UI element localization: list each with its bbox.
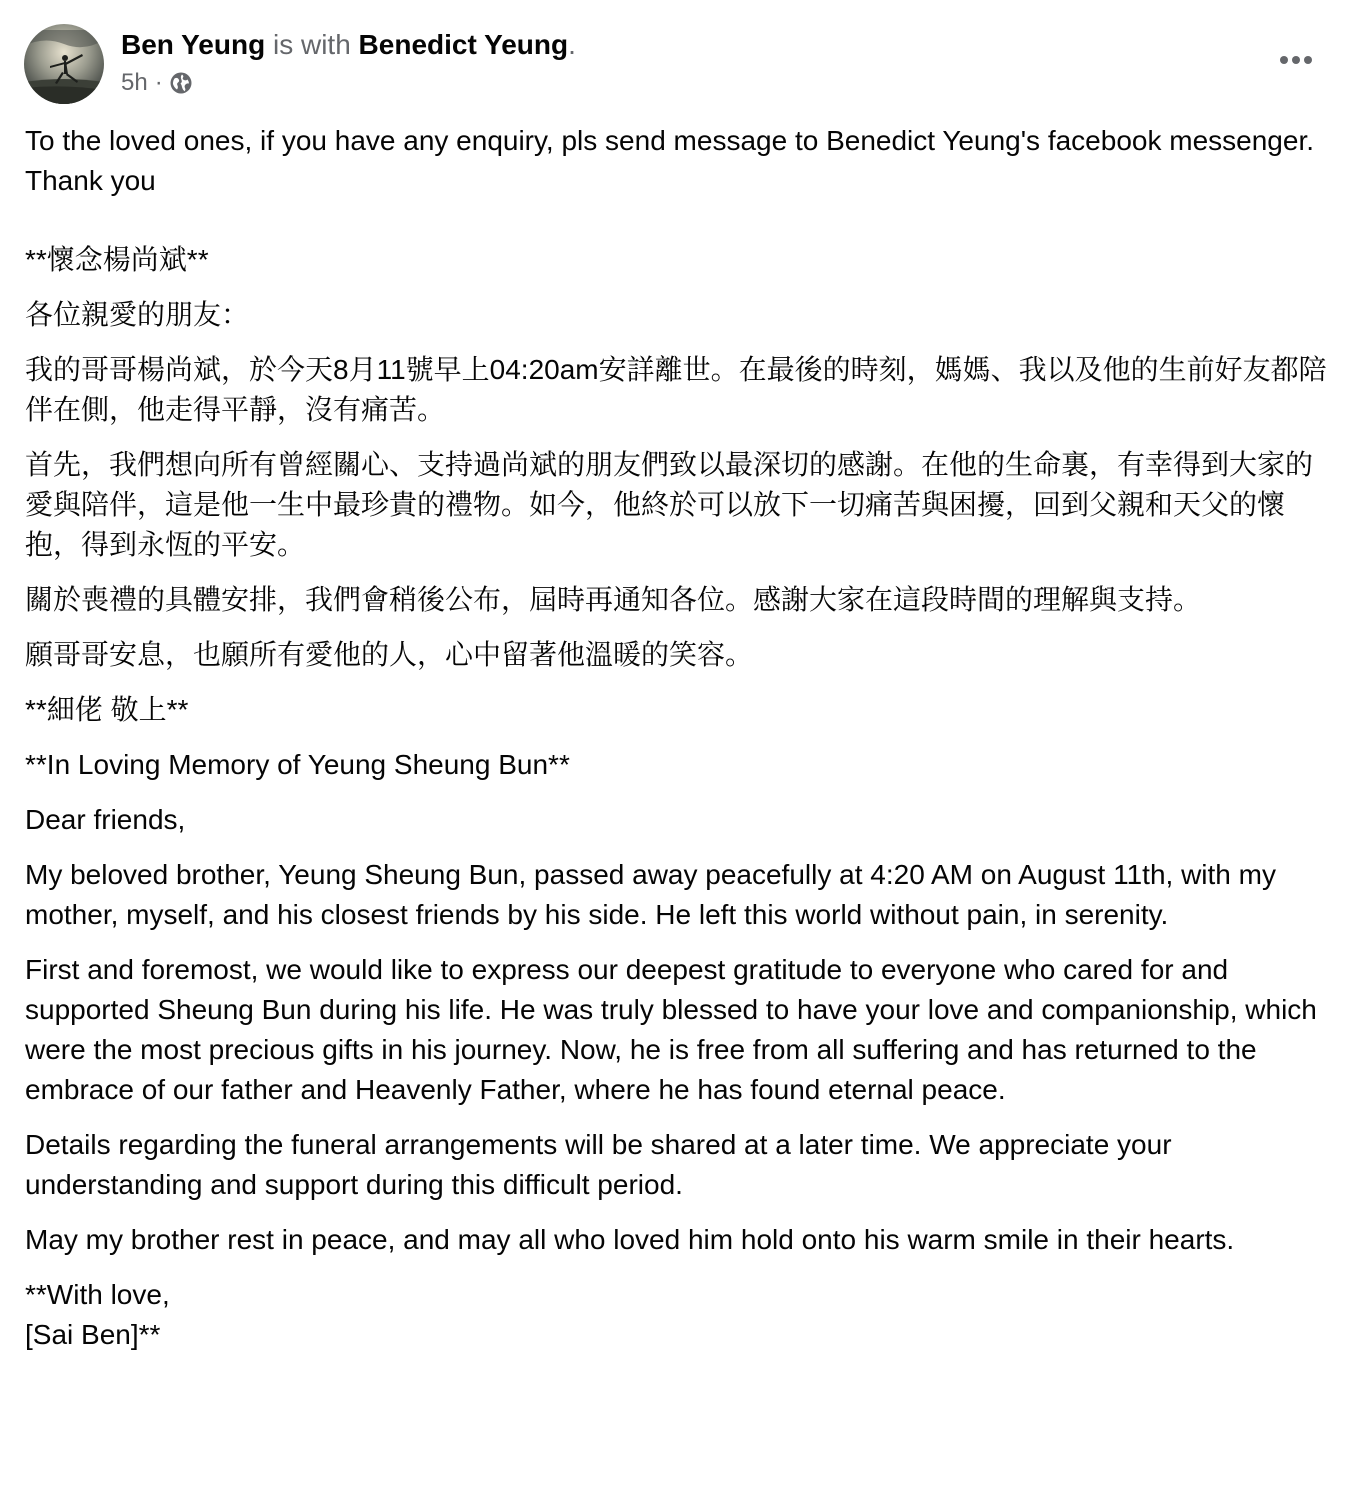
profile-photo-silhouette: [24, 24, 104, 104]
author-name-link[interactable]: Ben Yeung: [121, 29, 266, 60]
post-paragraph-zh-2: 首先，我們想向所有曾經關心、支持過尚斌的朋友們致以最深切的感謝。在他的生命裏，有幸得到大家的愛與陪伴，這是他一生中最珍貴的禮物。如今，他終於可以放下一切痛苦與困擾，回到父親和天父的懷抱，得到永恆的平安。: [25, 449, 1314, 560]
post-paragraph-en-4: May my brother rest in peace, and may all who loved him hold onto his warm smile in their hearts.: [25, 1224, 1235, 1255]
more-options-button[interactable]: [1276, 48, 1316, 72]
post-paragraph-zh-greeting: 各位親愛的朋友：: [25, 299, 250, 330]
meta-separator: ·: [154, 69, 163, 96]
post-paragraph-en-signoff: [25, 1275, 1337, 1355]
post-header: [24, 24, 576, 106]
post-paragraph-zh-signoff: **細佬 敬上**: [25, 694, 189, 725]
more-options-icon: [1279, 55, 1313, 65]
author-line-period: .: [568, 29, 576, 60]
post-paragraph-zh-4: 願哥哥安息，也願所有愛他的人，心中留著他溫暖的笑容。: [25, 639, 754, 670]
avatar[interactable]: [24, 24, 104, 104]
post-paragraph-zh-3: 關於喪禮的具體安排，我們會稍後公布，屆時再通知各位。感謝大家在這段時間的理解與支持。: [25, 584, 1202, 615]
post-paragraph-zh-title: **懷念楊尚斌**: [25, 244, 209, 275]
with-text: is with: [265, 29, 359, 60]
timestamp-line: [121, 69, 576, 97]
post-paragraph-en-title: **In Loving Memory of Yeung Sheung Bun**: [25, 749, 570, 780]
post-meta: [121, 24, 576, 97]
signoff-line-2: [Sai Ben]**: [25, 1319, 161, 1350]
post-paragraph-zh-1: 我的哥哥楊尚斌，於今天8月11號早上04:20am安詳離世。在最後的時刻，媽媽、我以及他的生前好友都陪伴在側，他走得平靜，沒有痛苦。: [25, 354, 1327, 425]
post-paragraph-en-greeting: Dear friends,: [25, 804, 186, 835]
globe-icon[interactable]: [169, 71, 193, 95]
post-paragraph-en-3: Details regarding the funeral arrangements will be shared at a later time. We appreciate your understanding and support during this difficult period.: [25, 1129, 1172, 1200]
post-paragraph-en-2: First and foremost, we would like to express our deepest gratitude to everyone who cared for and supported Sheung Bun during his life. He was truly blessed to have your love and companionship, which were the most precious gifts in his journey. Now, he is free from all suffering and has returned to the embrace of our father and Heavenly Father, where he has found eternal peace.: [25, 954, 1317, 1105]
tagged-user-link[interactable]: Benedict Yeung: [358, 29, 569, 60]
timestamp-link[interactable]: 5h: [121, 69, 148, 96]
post-body: [25, 121, 1337, 1370]
author-line: [121, 28, 576, 62]
post-paragraph-intro: To the loved ones, if you have any enquiry, pls send message to Benedict Yeung's facebook messenger. Thank you: [25, 125, 1314, 196]
signoff-line-1: **With love,: [25, 1279, 170, 1310]
post-paragraph-en-1: My beloved brother, Yeung Sheung Bun, passed away peacefully at 4:20 AM on August 11th, with my mother, myself, and his closest friends by his side. He left this world without pain, in serenity.: [25, 859, 1276, 930]
